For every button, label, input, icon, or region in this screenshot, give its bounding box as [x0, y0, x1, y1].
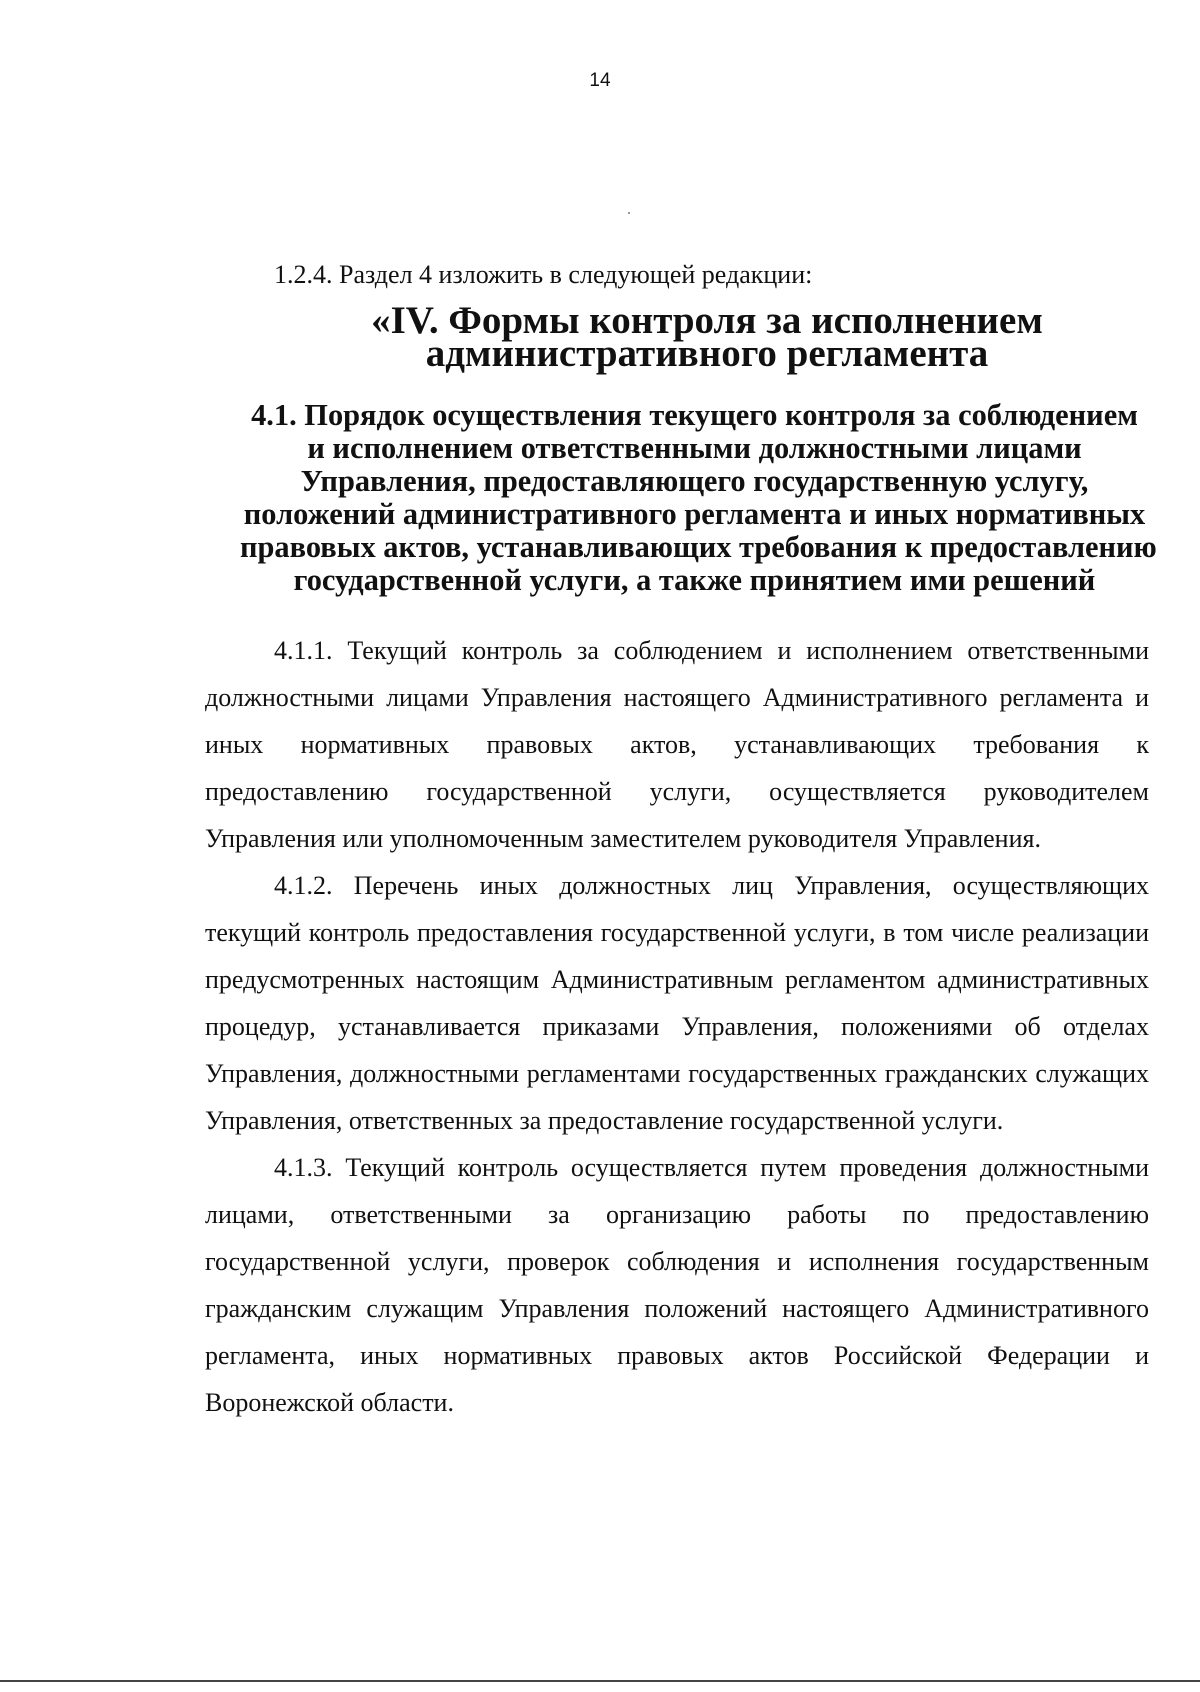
document-body — [205, 258, 1157, 1426]
subsection-title-line: Управления, предоставляющего государственную услугу, — [300, 464, 1089, 498]
page-number: 14 — [589, 70, 611, 91]
scan-speck — [628, 212, 630, 214]
section-title — [205, 299, 1149, 375]
intro-line: 1.2.4. Раздел 4 изложить в следующей редакции: — [274, 260, 813, 289]
subsection-title-line: правовых актов, устанавливающих требования к предоставлению — [240, 530, 1157, 564]
scan-bottom-edge — [0, 1680, 1200, 1682]
paragraph-4-1-1: 4.1.1. Текущий контроль за соблюдением и исполнением ответственными должностными лицами Управления настоящего Административного регламента и иных нормативных правовых актов, устанавливающих требования к предоставлению государственной услуги, осуществляется руководителем Управления или уполномоченным заместителем руководителя Управления. — [205, 636, 1149, 853]
paragraph-4-1-3: 4.1.3. Текущий контроль осуществляется путем проведения должностными лицами, ответственными за организацию работы по предоставлению государственной услуги, проверок соблюдения и исполнения государственным гражданским служащим Управления положений настоящего Административного регламента, иных нормативных правовых актов Российской Федерации и Воронежской области. — [205, 1153, 1149, 1417]
section-title-line-2: административного регламента — [425, 332, 989, 375]
paragraphs — [205, 627, 1149, 1426]
paragraph-4-1-2: 4.1.2. Перечень иных должностных лиц Управления, осуществляющих текущий контроль предоставления государственной услуги, в том числе реализации предусмотренных настоящим Административным регламентом административных процедур, устанавливается приказами Управления, положениями об отделах Управления, должностными регламентами государственных гражданских служащих Управления, ответственных за предоставление государственной услуги. — [205, 871, 1149, 1135]
section-title-line-1: «IV. Формы контроля за исполнением — [371, 299, 1043, 342]
subsection-title — [205, 398, 1157, 597]
subsection-title-line: 4.1. Порядок осуществления текущего контроля за соблюдением — [251, 398, 1138, 432]
subsection-title-line: государственной услуги, а также принятием ими решений — [293, 563, 1096, 597]
subsection-title-line: и исполнением ответственными должностными лицами — [307, 431, 1082, 465]
subsection-title-line: положений административного регламента и иных нормативных — [243, 497, 1146, 531]
